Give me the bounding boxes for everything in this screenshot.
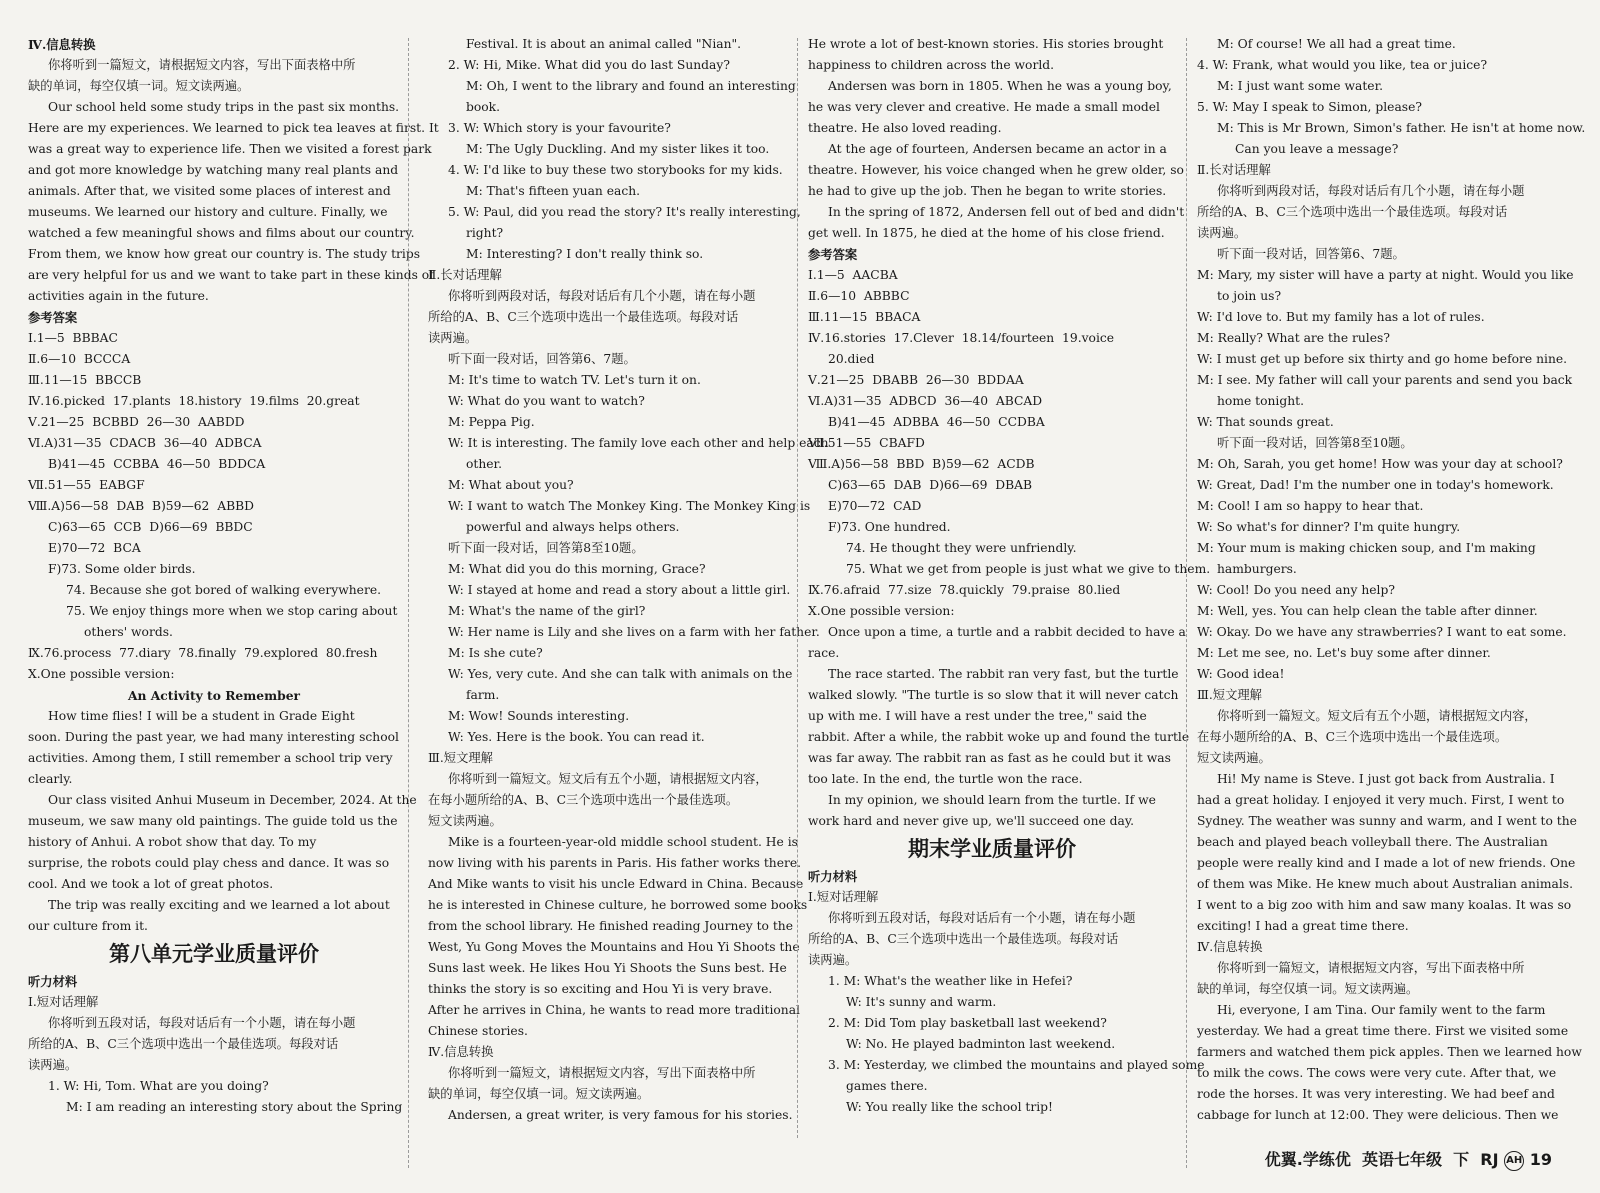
- section-heading: 听力材料: [808, 869, 858, 884]
- text-line: From them, we know how great our country is. The study trips: [28, 247, 421, 261]
- text-line: M: Your mum is making chicken soup, and I'm making: [1197, 541, 1536, 555]
- text-line: M: Really? What are the rules?: [1197, 331, 1390, 345]
- text-line: 1. M: What's the weather like in Hefei?: [828, 974, 1073, 988]
- text-line: M: Let me see, no. Let's buy some after dinner.: [1197, 646, 1491, 660]
- text-line: cabbage for lunch at 12:00. They were delicious. Then we: [1197, 1108, 1559, 1122]
- text-line: Ⅱ.长对话理解: [1197, 163, 1271, 177]
- text-line: Ⅹ.One possible version:: [28, 667, 175, 681]
- text-line: 1. W: Hi, Tom. What are you doing?: [48, 1079, 269, 1093]
- text-line: Ⅰ.短对话理解: [28, 995, 99, 1009]
- column-4: [1197, 34, 1586, 1184]
- text-line: F)73. One hundred.: [828, 520, 951, 534]
- section-heading: 参考答案: [28, 310, 78, 325]
- text-line: W: Okay. Do we have any strawberries? I want to eat some.: [1197, 625, 1567, 639]
- text-line: activities again in the future.: [28, 289, 209, 303]
- text-line: Ⅱ.长对话理解: [428, 268, 502, 282]
- text-line: from the school library. He finished reading Journey to the: [428, 919, 793, 933]
- text-line: 4. W: Frank, what would you like, tea or juice?: [1197, 58, 1488, 72]
- column-divider: [1186, 38, 1187, 1168]
- text-line: M: I see. My father will call your parents and send you back: [1197, 373, 1573, 387]
- text-line: M: Well, yes. You can help clean the table after dinner.: [1197, 604, 1538, 618]
- text-line: 5. W: Paul, did you read the story? It's really interesting,: [448, 205, 801, 219]
- text-line: powerful and always helps others.: [466, 520, 680, 534]
- text-line: Can you leave a message?: [1235, 142, 1399, 156]
- text-line: to milk the cows. The cows were very cute. After that, we: [1197, 1066, 1557, 1080]
- text-line: W: Great, Dad! I'm the number one in today's homework.: [1197, 478, 1554, 492]
- text-line: Ⅴ.21—25 DBABB 26—30 BDDAA: [808, 373, 1024, 387]
- text-line: book.: [466, 100, 501, 114]
- text-line: rode the horses. It was very interesting. We had beef and: [1197, 1087, 1555, 1101]
- text-line: Ⅳ.16.stories 17.Clever 18.14/fourteen 19.voice: [808, 331, 1115, 345]
- text-line: Ⅳ.16.picked 17.plants 18.history 19.films 20.great: [28, 394, 360, 408]
- text-line: our culture from it.: [28, 919, 148, 933]
- section-title: 第八单元学业质量评价: [109, 942, 319, 966]
- text-line: Ⅵ.A)31—35 ADBCD 36—40 ABCAD: [808, 394, 1043, 408]
- text-line: M: Cool! I am so happy to hear that.: [1197, 499, 1424, 513]
- text-line: Sydney. The weather was sunny and warm, and I went to the: [1197, 814, 1577, 828]
- text-line: M: Interesting? I don't really think so.: [466, 247, 704, 261]
- text-line: 2. M: Did Tom play basketball last weekend?: [828, 1016, 1107, 1030]
- text-line: Ⅳ.信息转换: [1197, 940, 1263, 954]
- text-line: M: Peppa Pig.: [448, 415, 535, 429]
- text-line: Ⅱ.6—10 ABBBC: [808, 289, 910, 303]
- text-line: others' words.: [84, 625, 173, 639]
- text-line: theatre. He also loved reading.: [808, 121, 1002, 135]
- region-badge: AH: [1504, 1151, 1524, 1171]
- text-line: 74. Because she got bored of walking everywhere.: [66, 583, 382, 597]
- section-title: 期末学业质量评价: [908, 837, 1076, 861]
- text-line: museum, we saw many old paintings. The guide told us the: [28, 814, 398, 828]
- text-line: he had to give up the job. Then he began to write stories.: [808, 184, 1167, 198]
- text-line: M: Of course! We all had a great time.: [1217, 37, 1456, 51]
- text-line: Our school held some study trips in the past six months.: [48, 100, 400, 114]
- text-line: M: That's fifteen yuan each.: [466, 184, 641, 198]
- text-line: rabbit. After a while, the rabbit woke up and found the turtle: [808, 730, 1190, 744]
- text-line: Ⅰ.1—5 AACBA: [808, 268, 898, 282]
- text-line: Ⅲ.短文理解: [428, 751, 493, 765]
- text-line: Once upon a time, a turtle and a rabbit decided to have a: [828, 625, 1186, 639]
- text-line: M: Is she cute?: [448, 646, 543, 660]
- text-line: Chinese stories.: [428, 1024, 528, 1038]
- text-line: M: The Ugly Duckling. And my sister likes it too.: [466, 142, 770, 156]
- text-line: 缺的单词，每空仅填一词。短文读两遍。: [428, 1087, 650, 1101]
- text-line: M: What about you?: [448, 478, 574, 492]
- page-number: 19: [1529, 1150, 1552, 1169]
- text-line: farmers and watched them pick apples. Then we learned how: [1197, 1045, 1582, 1059]
- text-line: C)63—65 DAB D)66—69 DBAB: [828, 478, 1033, 492]
- text-line: 你将听到一篇短文，请根据短文内容，写出下面表格中所: [448, 1066, 756, 1080]
- text-line: Ⅱ.6—10 BCCCA: [28, 352, 131, 366]
- text-line: to join us?: [1217, 289, 1282, 303]
- text-line: 听下面一段对话，回答第6、7题。: [448, 352, 636, 366]
- text-line: museums. We learned our history and culture. Finally, we: [28, 205, 388, 219]
- text-line: W: Her name is Lily and she lives on a farm with her father.: [448, 625, 820, 639]
- text-line: In my opinion, we should learn from the turtle. If we: [828, 793, 1156, 807]
- text-line: 短文读两遍。: [1197, 751, 1271, 765]
- text-line: 你将听到一篇短文。短文后有五个小题，请根据短文内容，: [1217, 709, 1537, 723]
- text-line: Ⅴ.21—25 BCBBD 26—30 AABDD: [28, 415, 245, 429]
- text-line: 你将听到五段对话，每段对话后有一个小题，请在每小题: [48, 1016, 356, 1030]
- footer-book-title: 优翼.学练优 英语七年级 下 RJ: [1264, 1150, 1499, 1169]
- text-line: W: Yes. Here is the book. You can read it.: [448, 730, 705, 744]
- text-line: M: Mary, my sister will have a party at night. Would you like: [1197, 268, 1574, 282]
- text-line: 4. W: I'd like to buy these two storybooks for my kids.: [448, 163, 783, 177]
- text-line: Ⅲ.11—15 BBACA: [808, 310, 921, 324]
- text-line: M: Oh, I went to the library and found an interesting: [466, 79, 796, 93]
- text-line: M: It's time to watch TV. Let's turn it on.: [448, 373, 701, 387]
- column-divider: [408, 38, 409, 1168]
- text-line: M: What's the name of the girl?: [448, 604, 646, 618]
- text-line: M: I am reading an interesting story about the Spring: [66, 1100, 403, 1114]
- section-heading: 参考答案: [808, 247, 858, 262]
- text-line: The trip was really exciting and we learned a lot about: [48, 898, 390, 912]
- text-line: now living with his parents in Paris. His father works there.: [428, 856, 802, 870]
- text-line: W: What do you want to watch?: [448, 394, 645, 408]
- text-line: 所给的A、B、C三个选项中选出一个最佳选项。每段对话: [808, 932, 1119, 946]
- text-line: W: You really like the school trip!: [846, 1100, 1053, 1114]
- text-line: W: So what's for dinner? I'm quite hungry.: [1197, 520, 1461, 534]
- text-line: Mike is a fourteen-year-old middle school student. He is: [448, 835, 798, 849]
- text-line: exciting! I had a great time there.: [1197, 919, 1409, 933]
- text-line: West, Yu Gong Moves the Mountains and Hou Yi Shoots the: [428, 940, 800, 954]
- text-line: animals. After that, we visited some places of interest and: [28, 184, 391, 198]
- text-line: W: It is interesting. The family love each other and help each: [448, 436, 829, 450]
- text-line: 2. W: Hi, Mike. What did you do last Sunday?: [448, 58, 730, 72]
- text-line: 74. He thought they were unfriendly.: [846, 541, 1077, 555]
- text-line: 你将听到两段对话，每段对话后有几个小题，请在每小题: [1217, 184, 1525, 198]
- text-line: too late. In the end, the turtle won the race.: [808, 772, 1083, 786]
- text-line: 听下面一段对话，回答第6、7题。: [1217, 247, 1405, 261]
- text-line: W: That sounds great.: [1197, 415, 1334, 429]
- text-line: watched a few meaningful shows and films about our country.: [28, 226, 415, 240]
- text-line: 75. What we get from people is just what we give to them.: [846, 562, 1211, 576]
- text-line: 读两遍。: [428, 331, 478, 345]
- text-line: Ⅸ.76.afraid 77.size 78.quickly 79.praise 80.lied: [808, 583, 1121, 597]
- text-line: Ⅷ.A)56—58 BBD B)59—62 ACDB: [808, 457, 1035, 471]
- text-line: 75. We enjoy things more when we stop caring about: [66, 604, 398, 618]
- text-line: 5. W: May I speak to Simon, please?: [1197, 100, 1422, 114]
- column-3: [808, 34, 1211, 1184]
- text-line: Hi, everyone, I am Tina. Our family went to the farm: [1217, 1003, 1546, 1017]
- text-line: up with me. I will have a rest under the tree," said the: [808, 709, 1147, 723]
- text-line: 缺的单词，每空仅填一词。短文读两遍。: [1197, 982, 1419, 996]
- text-line: clearly.: [28, 772, 73, 786]
- section-heading: Ⅳ.信息转换: [28, 37, 96, 52]
- text-line: Ⅰ.短对话理解: [808, 890, 879, 904]
- text-line: he is interested in Chinese culture, he borrowed some books: [428, 898, 808, 912]
- text-line: 你将听到一篇短文。短文后有五个小题，请根据短文内容，: [448, 772, 768, 786]
- text-line: Ⅸ.76.process 77.diary 78.finally 79.explored 80.fresh: [28, 646, 378, 660]
- text-line: and got more knowledge by watching many real plants and: [28, 163, 399, 177]
- page-footer: [1265, 1149, 1552, 1171]
- text-line: cool. And we took a lot of great photos.: [28, 877, 274, 891]
- text-line: M: What did you do this morning, Grace?: [448, 562, 706, 576]
- column-1: [28, 34, 439, 1184]
- text-line: are very helpful for us and we want to take part in these kinds of: [28, 268, 434, 282]
- text-line: happiness to children across the world.: [808, 58, 1055, 72]
- text-line: thinks the story is so exciting and Hou Yi is very brave.: [428, 982, 773, 996]
- text-line: 听下面一段对话，回答第8至10题。: [1217, 436, 1413, 450]
- text-line: How time flies! I will be a student in Grade Eight: [48, 709, 355, 723]
- text-line: 你将听到一篇短文，请根据短文内容，写出下面表格中所: [1217, 961, 1525, 975]
- text-line: Ⅵ.A)31—35 CDACB 36—40 ADBCA: [28, 436, 262, 450]
- text-line: W: I stayed at home and read a story about a little girl.: [448, 583, 791, 597]
- text-line: yesterday. We had a great time there. First we visited some: [1197, 1024, 1569, 1038]
- text-line: M: Oh, Sarah, you get home! How was your day at school?: [1197, 457, 1563, 471]
- text-line: had a great holiday. I enjoyed it very much. First, I went to: [1197, 793, 1565, 807]
- text-line: W: It's sunny and warm.: [846, 995, 997, 1009]
- text-line: B)41—45 ADBBA 46—50 CCDBA: [828, 415, 1045, 429]
- text-line: other.: [466, 457, 502, 471]
- text-line: He wrote a lot of best-known stories. His stories brought: [808, 37, 1164, 51]
- text-line: Festival. It is about an animal called "Nian".: [466, 37, 742, 51]
- text-line: 你将听到一篇短文，请根据短文内容，写出下面表格中所: [48, 58, 356, 72]
- text-line: W: I want to watch The Monkey King. The Monkey King is: [448, 499, 811, 513]
- text-line: 所给的A、B、C三个选项中选出一个最佳选项。每段对话: [428, 310, 739, 324]
- text-line: 你将听到五段对话，每段对话后有一个小题，请在每小题: [828, 911, 1136, 925]
- text-line: 20.died: [828, 352, 875, 366]
- text-line: F)73. Some older birds.: [48, 562, 196, 576]
- text-line: E)70—72 CAD: [828, 499, 922, 513]
- text-line: Ⅷ.A)56—58 DAB B)59—62 ABBD: [28, 499, 255, 513]
- text-line: C)63—65 CCB D)66—69 BBDC: [48, 520, 253, 534]
- text-line: M: I just want some water.: [1217, 79, 1384, 93]
- text-line: soon. During the past year, we had many interesting school: [28, 730, 399, 744]
- text-line: he was very clever and creative. He made a small model: [808, 100, 1160, 114]
- text-line: Hi! My name is Steve. I just got back from Australia. I: [1217, 772, 1555, 786]
- text-line: W: Good idea!: [1197, 667, 1285, 681]
- text-line: was far away. The rabbit ran as fast as he could but it was: [808, 751, 1171, 765]
- text-line: 读两遍。: [28, 1058, 78, 1072]
- text-line: walked slowly. "The turtle is so slow that it will never catch: [808, 688, 1179, 702]
- text-line: Andersen was born in 1805. When he was a young boy,: [828, 79, 1172, 93]
- text-line: hamburgers.: [1217, 562, 1297, 576]
- text-line: An Activity to Remember: [127, 688, 301, 703]
- text-line: right?: [466, 226, 504, 240]
- text-line: Ⅶ.51—55 CBAFD: [808, 436, 925, 450]
- text-line: The race started. The rabbit ran very fast, but the turtle: [828, 667, 1179, 681]
- text-line: W: Cool! Do you need any help?: [1197, 583, 1395, 597]
- text-line: people were really kind and I made a lot of new friends. One: [1197, 856, 1576, 870]
- text-line: W: Yes, very cute. And she can talk with animals on the: [448, 667, 793, 681]
- text-line: 所给的A、B、C三个选项中选出一个最佳选项。每段对话: [1197, 205, 1508, 219]
- text-line: 在每小题所给的A、B、C三个选项中选出一个最佳选项。: [1197, 730, 1508, 744]
- text-line: history of Anhui. A robot show that day. To my: [28, 835, 317, 849]
- column-divider: [797, 38, 798, 1138]
- text-line: I went to a big zoo with him and saw many koalas. It was so: [1197, 898, 1572, 912]
- text-line: 读两遍。: [808, 953, 858, 967]
- text-line: Ⅲ.11—15 BBCCB: [28, 373, 142, 387]
- text-line: beach and played beach volleyball there. The Australian: [1197, 835, 1548, 849]
- text-line: work hard and never give up, we'll succeed one day.: [808, 814, 1135, 828]
- text-line: farm.: [466, 688, 500, 702]
- text-line: theatre. However, his voice changed when he grew older, so: [808, 163, 1184, 177]
- text-line: Ⅳ.信息转换: [428, 1045, 494, 1059]
- text-line: games there.: [846, 1079, 928, 1093]
- text-line: M: This is Mr Brown, Simon's father. He isn't at home now.: [1217, 121, 1586, 135]
- text-line: 读两遍。: [1197, 226, 1247, 240]
- text-line: 在每小题所给的A、B、C三个选项中选出一个最佳选项。: [428, 793, 739, 807]
- text-line: of them was Mike. He knew much about Australian animals.: [1197, 877, 1573, 891]
- text-line: 短文读两遍。: [428, 814, 502, 828]
- text-line: activities. Among them, I still remember a school trip very: [28, 751, 393, 765]
- text-line: Andersen, a great writer, is very famous for his stories.: [448, 1108, 793, 1122]
- text-line: In the spring of 1872, Andersen fell out of bed and didn't: [828, 205, 1185, 219]
- text-line: 3. W: Which story is your favourite?: [448, 121, 671, 135]
- text-line: 缺的单词，每空仅填一词。短文读两遍。: [28, 79, 250, 93]
- text-line: W: No. He played badminton last weekend.: [846, 1037, 1116, 1051]
- text-line: 你将听到两段对话，每段对话后有几个小题，请在每小题: [448, 289, 756, 303]
- text-line: Ⅰ.1—5 BBBAC: [28, 331, 118, 345]
- text-line: E)70—72 BCA: [48, 541, 141, 555]
- text-line: B)41—45 CCBBA 46—50 BDDCA: [48, 457, 266, 471]
- text-line: surprise, the robots could play chess and dance. It was so: [28, 856, 390, 870]
- text-line: Ⅹ.One possible version:: [808, 604, 955, 618]
- text-line: Suns last week. He likes Hou Yi Shoots the Suns best. He: [428, 961, 787, 975]
- section-heading: 听力材料: [28, 974, 78, 989]
- text-line: get well. In 1875, he died at the home of his close friend.: [808, 226, 1165, 240]
- text-line: 3. M: Yesterday, we climbed the mountains and played some: [828, 1058, 1205, 1072]
- text-line: Our class visited Anhui Museum in December, 2024. At the: [48, 793, 417, 807]
- text-line: home tonight.: [1217, 394, 1305, 408]
- text-line: 听下面一段对话，回答第8至10题。: [448, 541, 644, 555]
- column-2: [428, 34, 829, 1184]
- text-line: M: Wow! Sounds interesting.: [448, 709, 630, 723]
- text-line: W: I must get up before six thirty and go home before nine.: [1197, 352, 1568, 366]
- text-line: was a great way to experience life. Then we visited a forest park: [28, 142, 432, 156]
- text-line: And Mike wants to visit his uncle Edward in China. Because: [428, 877, 804, 891]
- text-line: Ⅶ.51—55 EABGF: [28, 478, 145, 492]
- text-line: After he arrives in China, he wants to read more traditional: [428, 1003, 800, 1017]
- text-line: race.: [808, 646, 840, 660]
- text-line: 所给的A、B、C三个选项中选出一个最佳选项。每段对话: [28, 1037, 339, 1051]
- text-line: W: I'd love to. But my family has a lot of rules.: [1197, 310, 1485, 324]
- text-line: Here are my experiences. We learned to pick tea leaves at first. It: [28, 121, 439, 135]
- text-line: Ⅲ.短文理解: [1197, 688, 1262, 702]
- text-line: At the age of fourteen, Andersen became an actor in a: [828, 142, 1167, 156]
